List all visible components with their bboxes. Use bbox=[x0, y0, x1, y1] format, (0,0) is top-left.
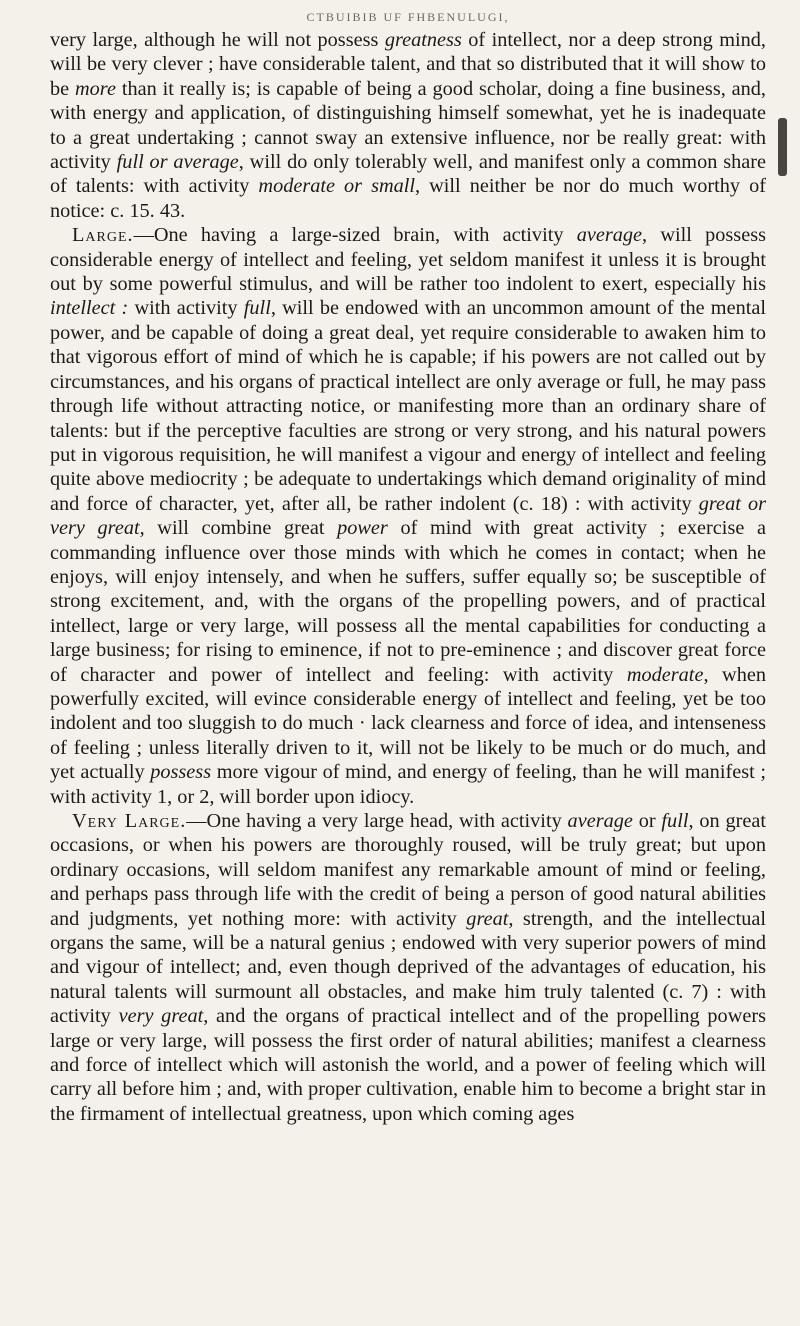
text-run: more vigour of mind, and energy of feeling, than he will manifest ; with activity 1, or 2, will border upon idiocy. bbox=[50, 761, 766, 808]
text-run: of mind with great activity ; exercise a commanding influence over those minds with which he comes in contact; when he enjoys, will enjoy intensely, and when he suffers, suffer equally so; be susceptible of strong excitement, and, with the organs of the propelling powers, and of practical intellect, large or very large, will possess all the mental capabilities for conducting a large business; for rising to eminence, if not to pre-eminence ; and discover great force of character and power of intellect and feeling: with activity bbox=[50, 517, 766, 686]
italic-text: greatness bbox=[384, 29, 462, 51]
italic-text: intellect : bbox=[50, 297, 129, 320]
running-head: CTBUIBIB UF FHBENULUGI, bbox=[306, 10, 510, 24]
text-run: than it really is; is capable of being a good scholar, doing a fine business, and, with energy and application, of distinguishing himself somewhat, yet he is inadequate to a great undertaking ; cannot sway an extensive influence, nor be really great: with activity bbox=[50, 77, 766, 174]
text-run: —One having a large-sized brain, with activity bbox=[133, 224, 577, 247]
italic-text: full bbox=[243, 297, 271, 320]
text-run: , will possess considerable energy of intellect and feeling, yet seldom manifest it unless it is brought out by some powerful stimulus, and will be rather too indolent to exert, especially his bbox=[50, 224, 766, 296]
text-run: —One having a very large head, with activity bbox=[186, 810, 568, 832]
text-run: , strength, and the intellectual organs the same, will be a natural genius ; endowed with very superior powers of mind and vigour of intellect; and, even though deprived of the advantages of education, his natural talents will surmount all obstacles, and make him truly talented (c. 7) : with activity bbox=[50, 907, 766, 1028]
italic-text: very great bbox=[118, 1005, 204, 1028]
text-run: , on great occasions, or when his powers are thoroughly roused, will be truly great; but upon ordinary occasions, will seldom manifest any remarkable amount of mind or feeling, and perhaps pass through life with the credit of being a person of good natural abilities and judgments, yet nothing more: with activity bbox=[50, 810, 766, 930]
italic-text: great or very great bbox=[50, 492, 766, 540]
italic-text: full or average bbox=[116, 151, 239, 174]
paragraph bbox=[50, 28, 766, 223]
paragraph bbox=[50, 223, 766, 809]
italic-text: moderate or small bbox=[258, 175, 416, 198]
text-run: with activity bbox=[128, 297, 244, 320]
italic-text: moderate bbox=[626, 663, 704, 686]
italic-text: average bbox=[576, 224, 643, 247]
italic-text: possess bbox=[150, 761, 212, 784]
ink-smear-mark bbox=[778, 118, 787, 176]
paragraph-heading: Large. bbox=[72, 224, 134, 247]
italic-text: full bbox=[661, 810, 689, 832]
text-run: , when powerfully excited, will evince considerable energy of intellect and feeling, yet be too indolent and too sluggish to do much · lack clearness and force of idea, and intenseness of feeling ; unless literally driven to it, will not be likely to be much or do much, and yet actually bbox=[50, 663, 766, 784]
text-run: , will combine great bbox=[139, 517, 338, 540]
text-run: or bbox=[632, 810, 662, 832]
italic-text: more bbox=[75, 77, 116, 100]
paragraph bbox=[50, 809, 766, 1126]
text-run: of intellect, nor a deep strong mind, will be very clever ; have considerable talent, and that so distributed that it will show to be bbox=[50, 29, 766, 100]
text-run: , will do only tolerably well, and manifest only a common share of talents: with activity bbox=[50, 151, 766, 198]
text-run: , will be endowed with an uncommon amount of the mental power, and be capable of doing a great deal, yet require considerable to awaken him to that vigorous effort of mind of which he is capable; if his powers are not called out by circumstances, and his organs of practical intellect are only average or full, he may pass through life without attracting notice, or manifesting more than an ordinary share of talents: but if the perceptive faculties are strong or very strong, and his natural powers put in vigorous requisition, he will manifest a vigour and energy of intellect and feeling quite above mediocrity ; be adequate to undertakings which demand originality of mind and force of character, yet, after all, be rather indolent (c. 18) : with activity bbox=[50, 297, 766, 515]
body-text bbox=[50, 28, 766, 1126]
italic-text: great bbox=[466, 907, 509, 930]
paragraph-heading: Very Large. bbox=[72, 810, 187, 832]
text-run: , will neither be nor do much worthy of notice: c. 15. 43. bbox=[50, 175, 766, 222]
text-run: very large, although he will not possess bbox=[50, 29, 385, 51]
text-run: , and the organs of practical intellect and of the propelling powers large or very large, will possess the first order of natural abilities; manifest a clearness and force of intellect which will astonish the world, and a power of feeling which will carry all before him ; and, with proper cultivation, enable him to become a bright star in the firmament of intellectual greatness, upon which coming ages bbox=[50, 1005, 766, 1125]
italic-text: average bbox=[567, 810, 633, 832]
italic-text: power bbox=[337, 517, 388, 540]
